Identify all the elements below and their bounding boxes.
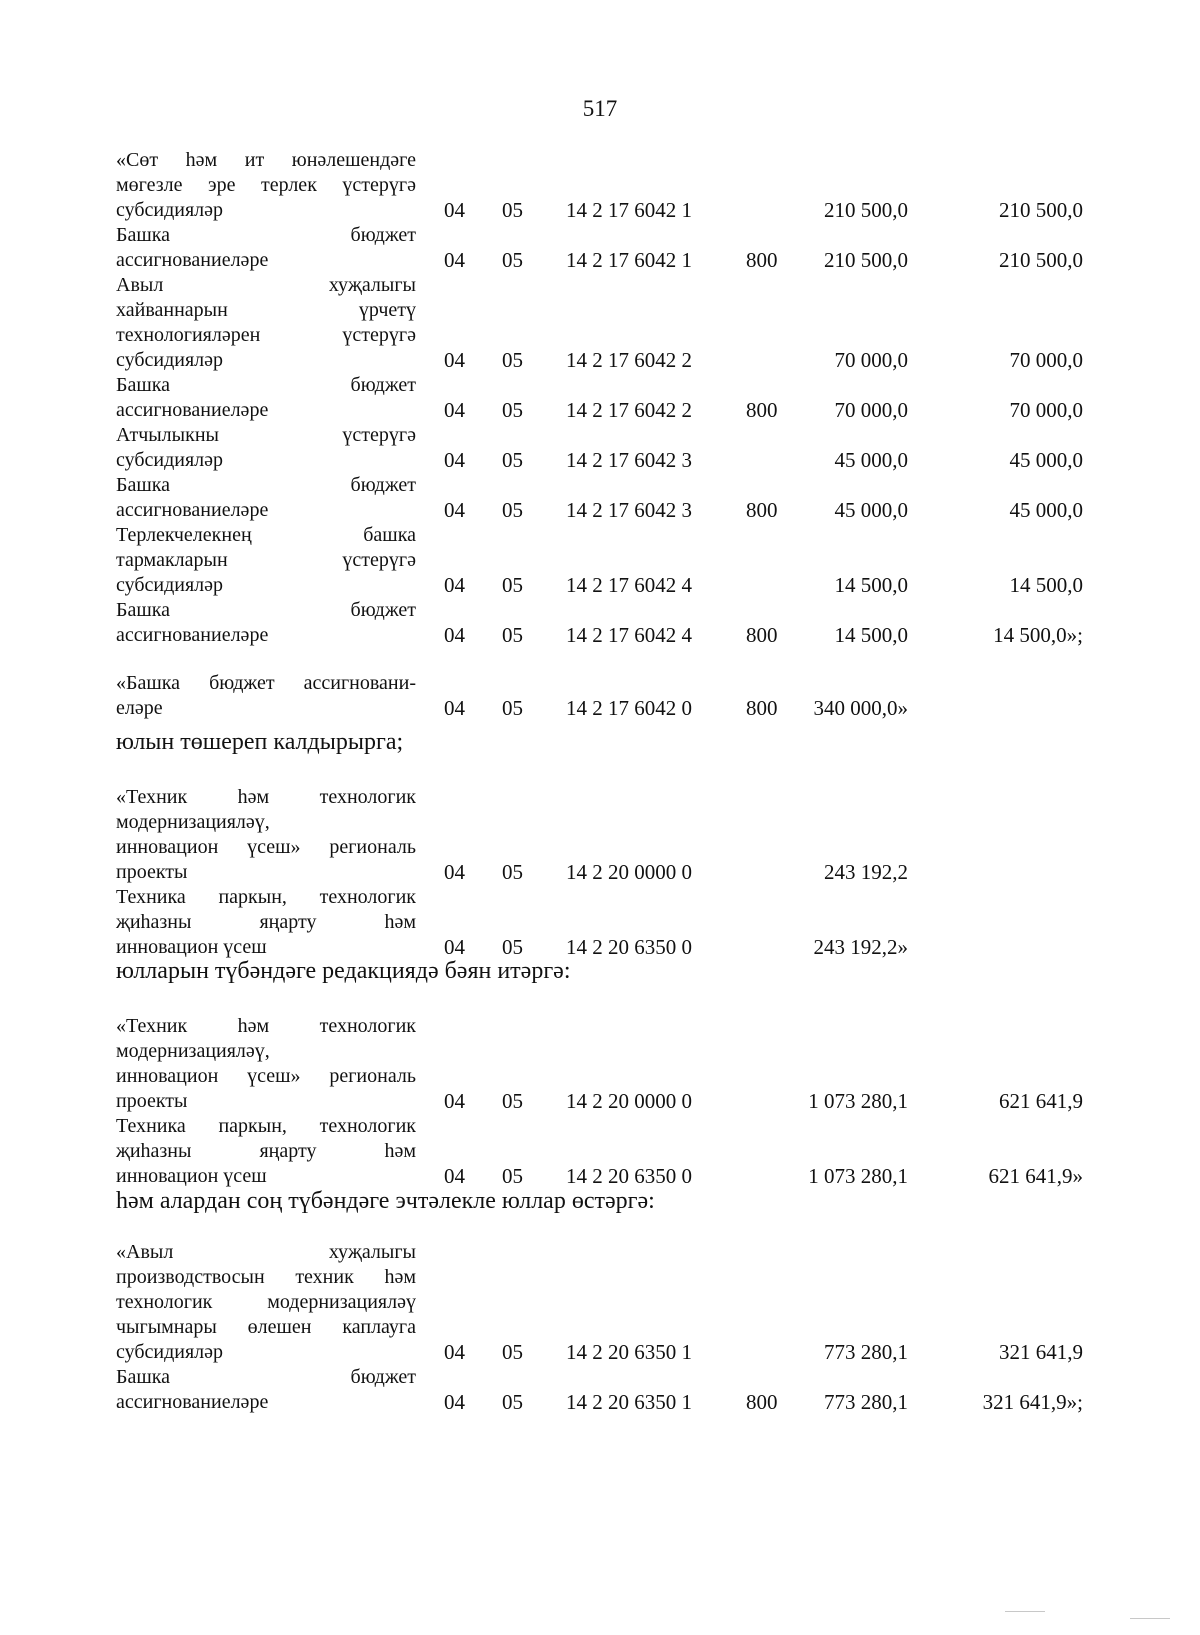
subsection-code: 05 — [502, 1340, 523, 1364]
amount-year-1: 340 000,0» — [813, 696, 908, 720]
expense-type-code: 800 — [746, 498, 778, 522]
row-name-line: Башка бюджет — [116, 374, 416, 396]
amount-year-1: 773 280,1 — [824, 1390, 908, 1414]
amount-year-1: 45 000,0 — [834, 448, 908, 472]
row-name — [116, 373, 416, 423]
budget-table-block-1 — [116, 148, 1116, 648]
subsection-code: 05 — [502, 696, 523, 720]
row-name-line: Атчылыкны үстерүгә — [116, 424, 416, 446]
row-name-line: инновацион үсеш» региональ — [116, 836, 416, 858]
target-article-code: 14 2 17 6042 4 — [566, 573, 692, 597]
table-row — [116, 1114, 1116, 1189]
row-name-line: ассигнованиеләре — [116, 1391, 269, 1413]
amount-year-1: 70 000,0 — [834, 398, 908, 422]
expense-type-code: 800 — [746, 398, 778, 422]
row-name-line: «Сөт һәм ит юнәлешендәге — [116, 149, 416, 171]
row-name-line: «Башка бюджет ассигновани- — [116, 672, 416, 694]
section-code: 04 — [444, 1390, 465, 1414]
row-name — [116, 598, 416, 648]
section-code: 04 — [444, 398, 465, 422]
target-article-code: 14 2 17 6042 1 — [566, 248, 692, 272]
section-code: 04 — [444, 935, 465, 959]
amount-year-1: 1 073 280,1 — [808, 1089, 908, 1113]
row-name-line: Техника паркын, технологик — [116, 886, 416, 908]
row-name-line: Башка бюджет — [116, 474, 416, 496]
amount-year-1: 14 500,0 — [834, 573, 908, 597]
table-row — [116, 473, 1116, 523]
amount-year-2: 45 000,0 — [1009, 498, 1083, 522]
row-name — [116, 423, 416, 473]
row-name-line: Терлекчелекнең башка — [116, 524, 416, 546]
row-name-line: Техника паркын, технологик — [116, 1115, 416, 1137]
row-name — [116, 1014, 416, 1114]
amount-year-2: 14 500,0 — [1009, 573, 1083, 597]
row-name-line: технологияләрен үстерүгә — [116, 324, 416, 346]
row-name-line: тармакларын үстерүгә — [116, 549, 416, 571]
row-name-line: ассигнованиеләре — [116, 499, 269, 521]
target-article-code: 14 2 17 6042 1 — [566, 198, 692, 222]
table-row — [116, 785, 1116, 885]
row-name-line: «Авыл хуҗалыгы — [116, 1241, 416, 1263]
table-row — [116, 598, 1116, 648]
subsection-code: 05 — [502, 860, 523, 884]
row-name-line: җиһазны яңарту һәм — [116, 911, 416, 933]
scan-artifact-mark — [1130, 1618, 1170, 1619]
budget-table-block-4 — [116, 1014, 1116, 1189]
amount-year-1: 70 000,0 — [834, 348, 908, 372]
amount-year-2: 210 500,0 — [999, 248, 1083, 272]
amount-year-1: 210 500,0 — [824, 198, 908, 222]
table-row — [116, 423, 1116, 473]
row-name — [116, 1114, 416, 1189]
subsection-code: 05 — [502, 348, 523, 372]
section-code: 04 — [444, 623, 465, 647]
target-article-code: 14 2 17 6042 2 — [566, 398, 692, 422]
row-name-line: хайваннарын үрчетү — [116, 299, 416, 321]
row-name — [116, 885, 416, 960]
target-article-code: 14 2 20 0000 0 — [566, 1089, 692, 1113]
amount-year-1: 1 073 280,1 — [808, 1164, 908, 1188]
amount-year-2: 321 641,9 — [999, 1340, 1083, 1364]
row-name — [116, 223, 416, 273]
section-code: 04 — [444, 348, 465, 372]
table-row — [116, 373, 1116, 423]
expense-type-code: 800 — [746, 623, 778, 647]
amount-year-1: 45 000,0 — [834, 498, 908, 522]
section-code: 04 — [444, 498, 465, 522]
amount-year-1: 243 192,2 — [824, 860, 908, 884]
row-name-line: ассигнованиеләре — [116, 399, 269, 421]
table-row — [116, 1365, 1116, 1415]
budget-table-block-2 — [116, 671, 1116, 721]
instruction-line-3: һәм алардан соң түбәндәге эчтәлекле юллар өстәргә: — [116, 1188, 655, 1214]
row-name-line: модернизацияләү, — [116, 1040, 270, 1062]
amount-year-2: 621 641,9 — [999, 1089, 1083, 1113]
subsection-code: 05 — [502, 573, 523, 597]
subsection-code: 05 — [502, 248, 523, 272]
table-row — [116, 1240, 1116, 1365]
row-name-line: проекты — [116, 1090, 188, 1112]
subsection-code: 05 — [502, 1390, 523, 1414]
amount-year-2: 14 500,0»; — [993, 623, 1083, 647]
amount-year-1: 210 500,0 — [824, 248, 908, 272]
row-name-line: Башка бюджет — [116, 599, 416, 621]
row-name-line: технологик модернизацияләү — [116, 1291, 416, 1313]
target-article-code: 14 2 17 6042 3 — [566, 448, 692, 472]
subsection-code: 05 — [502, 935, 523, 959]
subsection-code: 05 — [502, 398, 523, 422]
subsection-code: 05 — [502, 1164, 523, 1188]
row-name-line: проекты — [116, 861, 188, 883]
section-code: 04 — [444, 1089, 465, 1113]
target-article-code: 14 2 17 6042 2 — [566, 348, 692, 372]
subsection-code: 05 — [502, 198, 523, 222]
row-name-line: субсидияләр — [116, 199, 224, 221]
section-code: 04 — [444, 696, 465, 720]
table-row — [116, 148, 1116, 223]
row-name-line: ассигнованиеләре — [116, 624, 269, 646]
row-name-line: мөгезле эре терлек үстерүгә — [116, 174, 416, 196]
amount-year-2: 621 641,9» — [988, 1164, 1083, 1188]
amount-year-2: 210 500,0 — [999, 198, 1083, 222]
subsection-code: 05 — [502, 498, 523, 522]
section-code: 04 — [444, 198, 465, 222]
target-article-code: 14 2 17 6042 3 — [566, 498, 692, 522]
subsection-code: 05 — [502, 448, 523, 472]
table-row — [116, 273, 1116, 373]
row-name-line: ассигнованиеләре — [116, 249, 269, 271]
row-name-line: Башка бюджет — [116, 224, 416, 246]
budget-table-block-5 — [116, 1240, 1116, 1415]
target-article-code: 14 2 20 0000 0 — [566, 860, 692, 884]
row-name — [116, 1365, 416, 1415]
row-name-line: чыгымнары өлешен каплауга — [116, 1316, 416, 1338]
table-row — [116, 523, 1116, 598]
subsection-code: 05 — [502, 623, 523, 647]
page-number: 517 — [582, 96, 618, 121]
target-article-code: 14 2 20 6350 0 — [566, 935, 692, 959]
row-name-line: җиһазны яңарту һәм — [116, 1140, 416, 1162]
row-name-line: модернизацияләү, — [116, 811, 270, 833]
row-name-line: инновацион үсеш — [116, 936, 267, 958]
table-row — [116, 223, 1116, 273]
amount-year-2: 45 000,0 — [1009, 448, 1083, 472]
row-name — [116, 785, 416, 885]
expense-type-code: 800 — [746, 1390, 778, 1414]
target-article-code: 14 2 20 6350 1 — [566, 1340, 692, 1364]
amount-year-2: 70 000,0 — [1009, 348, 1083, 372]
section-code: 04 — [444, 1164, 465, 1188]
budget-table-block-3 — [116, 785, 1116, 960]
table-row — [116, 1014, 1116, 1114]
amount-year-1: 243 192,2» — [813, 935, 908, 959]
amount-year-1: 14 500,0 — [834, 623, 908, 647]
table-row — [116, 671, 1116, 721]
section-code: 04 — [444, 248, 465, 272]
row-name — [116, 1240, 416, 1365]
section-code: 04 — [444, 1340, 465, 1364]
scan-artifact-mark — [1005, 1611, 1045, 1612]
row-name — [116, 273, 416, 373]
row-name-line: инновацион үсеш» региональ — [116, 1065, 416, 1087]
row-name — [116, 148, 416, 223]
section-code: 04 — [444, 860, 465, 884]
row-name-line: субсидияләр — [116, 349, 224, 371]
row-name — [116, 473, 416, 523]
row-name-line: субсидияләр — [116, 574, 224, 596]
target-article-code: 14 2 20 6350 0 — [566, 1164, 692, 1188]
row-name — [116, 671, 416, 721]
section-code: 04 — [444, 573, 465, 597]
row-name-line: Башка бюджет — [116, 1366, 416, 1388]
row-name-line: Авыл хуҗалыгы — [116, 274, 416, 296]
row-name-line: производствосын техник һәм — [116, 1266, 416, 1288]
amount-year-1: 773 280,1 — [824, 1340, 908, 1364]
expense-type-code: 800 — [746, 696, 778, 720]
instruction-line-2: юлларын түбәндәге редакциядә бәян итәргә: — [116, 958, 571, 984]
target-article-code: 14 2 17 6042 0 — [566, 696, 692, 720]
row-name-line: инновацион үсеш — [116, 1165, 267, 1187]
instruction-line-1: юлын төшереп калдырырга; — [116, 729, 404, 755]
table-row — [116, 885, 1116, 960]
subsection-code: 05 — [502, 1089, 523, 1113]
row-name — [116, 523, 416, 598]
row-name-line: «Техник һәм технологик — [116, 786, 416, 808]
row-name-line: «Техник һәм технологик — [116, 1015, 416, 1037]
section-code: 04 — [444, 448, 465, 472]
row-name-line: субсидияләр — [116, 1341, 224, 1363]
target-article-code: 14 2 17 6042 4 — [566, 623, 692, 647]
row-name-line: еләре — [116, 697, 163, 719]
row-name-line: субсидияләр — [116, 449, 224, 471]
amount-year-2: 70 000,0 — [1009, 398, 1083, 422]
amount-year-2: 321 641,9»; — [982, 1390, 1083, 1414]
target-article-code: 14 2 20 6350 1 — [566, 1390, 692, 1414]
expense-type-code: 800 — [746, 248, 778, 272]
